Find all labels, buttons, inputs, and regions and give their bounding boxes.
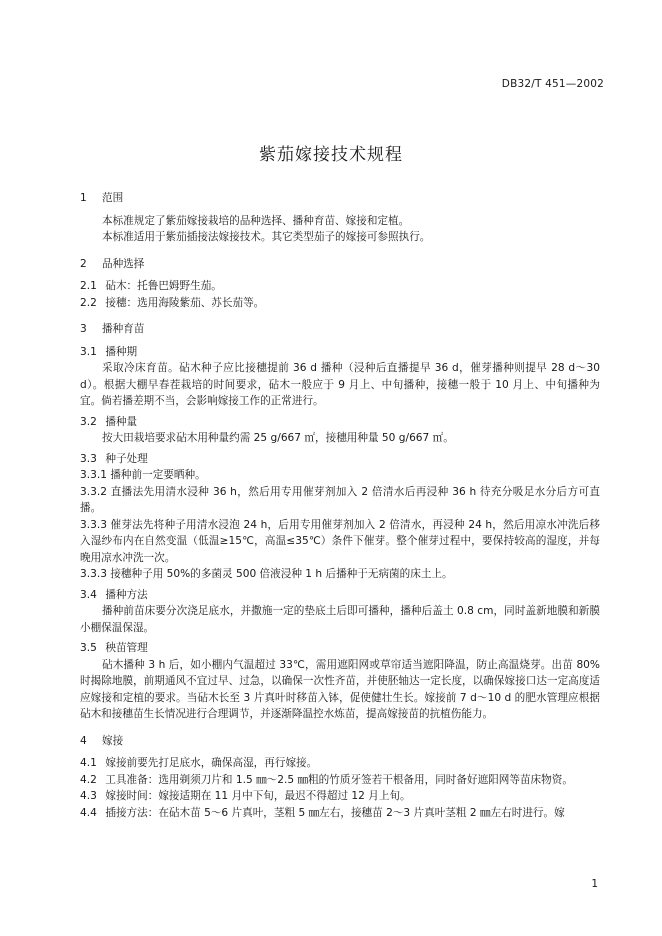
clause-2-1 (80, 278, 600, 295)
clause-2-2 (80, 295, 600, 312)
clause-number: 4.4 (80, 806, 97, 819)
clause-number: 4.1 (80, 757, 97, 769)
subsection-heading-3-2 (80, 414, 600, 431)
clause-3-3-1 (80, 467, 600, 484)
subsection-heading-3-5 (80, 640, 600, 657)
clause-number: 4.2 (80, 773, 97, 786)
clause-number: 3.3.2 (80, 485, 107, 498)
clause-number: 3.3.1 (80, 469, 107, 481)
page-title: 紫茄嫁接技术规程 (259, 145, 403, 165)
subsection-heading-3-4 (80, 587, 600, 604)
section-heading-1 (80, 190, 600, 207)
subsection-title: 播种期 (105, 345, 138, 358)
clause-text: 接穗种子用 50%的多菌灵 500 倍液浸种 1 h 后播种于无病菌的床土上。 (110, 568, 453, 580)
section-heading-4 (80, 733, 600, 750)
clause-3-3-3b (80, 566, 600, 583)
paragraph: 本标准规定了紫茄嫁接栽培的品种选择、播种育苗、嫁接和定植。 (102, 214, 410, 227)
clause-number: 2.2 (80, 296, 97, 309)
section-title: 范围 (102, 192, 124, 204)
section-number: 4 (80, 734, 87, 747)
clause-number: 3.1 (80, 345, 97, 358)
page-number: 1 (591, 878, 598, 890)
section-heading-2 (80, 256, 600, 273)
clause-number: 3.4 (80, 588, 97, 601)
clause-text: 嫁接时间：嫁接适期在 11 月中下旬，最迟不得超过 12 月上旬。 (105, 790, 411, 802)
paragraph: 砧木播种 3 h 后，如小棚内气温超过 33℃，需用遮阳网或草帘适当遮阳降温，防止高温烧芽。出苗 80%时揭除地膜，前期通风不宜过早、过急，以确保一次性齐苗，并使胚轴达一定长度，以确保嫁接口达一定高度适应嫁接和定植的要求。当砧木长至 3 片真叶时移苗入钵，促使健壮生长。嫁接前 7 d～10 d 的肥水管理应根据砧木和接穗苗生长情况进行合理调节，并逐渐降温控水炼苗，提高嫁接苗的抗植伤能力。 (80, 658, 600, 720)
clause-number: 3.3.3 (80, 518, 107, 531)
paragraph: 采取冷床育苗。砧木种子应比接穗提前 36 d 播种（浸种后直播提早 36 d，催芽播种则提早 28 d～30 d）。根据大棚早春茬栽培的时间要求，砧木一般应于 9 月上、中旬播种，接穗一般于 10 月上、中旬播种为宜。倘若播差期不当，会影响嫁接工作的正常进行。 (80, 362, 600, 407)
section-heading-3 (80, 321, 600, 338)
section-number: 1 (80, 192, 87, 204)
subsection-title: 秧苗管理 (105, 642, 148, 654)
clause-4-4 (80, 805, 600, 822)
section-title: 嫁接 (102, 734, 124, 747)
section-title: 品种选择 (102, 257, 145, 270)
clause-text: 播种前一定要晒种。 (110, 469, 206, 481)
subsection-heading-3-1 (80, 344, 600, 361)
subsection-title: 播种量 (105, 415, 138, 428)
clause-number: 3.3.3 (80, 568, 107, 580)
clause-4-2 (80, 772, 600, 789)
clause-number: 4.3 (80, 790, 97, 802)
clause-text: 砧木：托鲁巴姆野生茄。 (105, 280, 222, 292)
section-number: 2 (80, 257, 87, 270)
paragraph: 按大田栽培要求砧木用种量约需 25 g/667 ㎡，接穗用种量 50 g/667 ㎡。 (102, 432, 454, 444)
clause-text: 工具准备：选用剃须刀片和 1.5 ㎜～2.5 ㎜粗的竹质牙签若干根备用，同时备好遮阳网等苗床物资。 (105, 773, 573, 786)
clause-3-3-3a (80, 517, 600, 567)
clause-text: 直播法先用清水浸种 36 h，然后用专用催芽剂加入 2 倍清水后再浸种 36 h 待充分吸足水分后方可直播。 (80, 485, 600, 514)
paragraph: 本标准适用于紫茄插接法嫁接技术。其它类型茄子的嫁接可参照执行。 (102, 231, 431, 243)
clause-text: 催芽法先将种子用清水浸泡 24 h，后用专用催芽剂加入 2 倍清水，再浸种 24 h，然后用凉水冲洗后移入湿纱布内在自然变温（低温≥15℃，高温≤35℃）条件下催芽。整个催芽过程中，要保持较高的湿度，并每晚用凉水冲洗一次。 (80, 518, 600, 564)
clause-text: 插接方法：在砧木苗 5～6 片真叶，茎粗 5 ㎜左右，接穗苗 2～3 片真叶茎粗 2 ㎜左右时进行。嫁 (105, 806, 565, 819)
clause-4-1 (80, 755, 600, 772)
document-body (80, 190, 600, 821)
standard-code: DB32/T 451—2002 (501, 78, 604, 90)
paragraph: 播种前苗床要分次浇足底水，并撒施一定的垫底土后即可播种，播种后盖土 0.8 cm，同时盖新地膜和新膜小棚保温保湿。 (80, 605, 600, 634)
subsection-heading-3-3 (80, 451, 600, 468)
clause-3-3-2 (80, 484, 600, 517)
clause-text: 接穗：选用海陵紫茄、苏长茄等。 (105, 296, 265, 309)
section-title: 播种育苗 (102, 323, 145, 335)
subsection-title: 种子处理 (105, 452, 148, 465)
clause-number: 3.5 (80, 642, 97, 654)
section-number: 3 (80, 323, 87, 335)
clause-number: 2.1 (80, 280, 97, 292)
clause-number: 3.3 (80, 452, 97, 465)
clause-text: 嫁接前要先打足底水，确保高湿，再行嫁接。 (105, 757, 318, 769)
subsection-title: 播种方法 (105, 588, 148, 601)
clause-number: 3.2 (80, 415, 97, 428)
clause-4-3 (80, 788, 600, 805)
